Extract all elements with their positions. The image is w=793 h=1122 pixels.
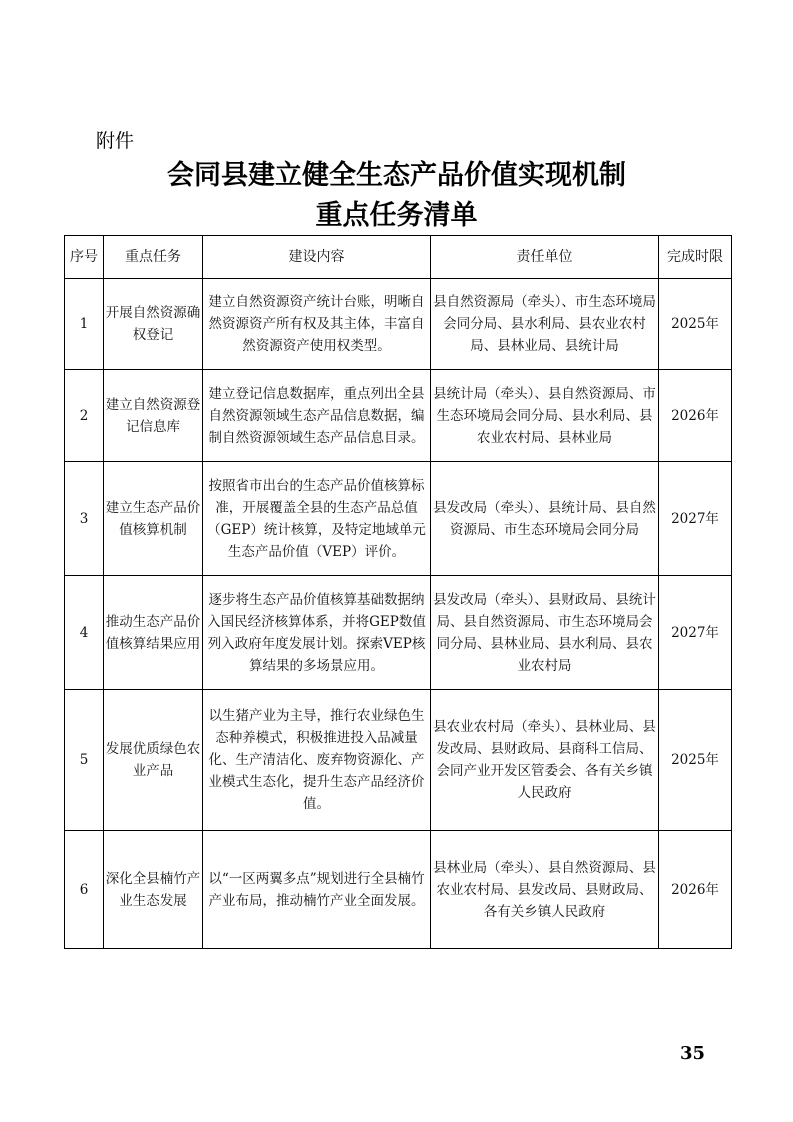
table-row xyxy=(65,370,732,462)
header-task: 重点任务 xyxy=(104,236,203,279)
document-title-line2: 重点任务清单 xyxy=(315,200,478,231)
page-number: 35 xyxy=(680,1043,706,1064)
cell-deadline: 2026年 xyxy=(659,831,732,949)
cell-deadline: 2027年 xyxy=(659,576,732,690)
cell-unit: 县农业农村局（牵头）、县林业局、县发改局、县财政局、县商科工信局、会同产业开发区管委会、各有关乡镇人民政府 xyxy=(431,690,659,831)
cell-task: 建立自然资源登记信息库 xyxy=(104,370,203,462)
table-header-row xyxy=(65,236,732,279)
cell-content: 逐步将生态产品价值核算基础数据纳入国民经济核算体系，并将GEP数值列入政府年度发展计划。探索VEP核算结果的多场景应用。 xyxy=(203,576,431,690)
cell-content: 按照省市出台的生态产品价值核算标准，开展覆盖全县的生态产品总值（GEP）统计核算，及特定地域单元生态产品价值（VEP）评价。 xyxy=(203,462,431,576)
cell-seq: 2 xyxy=(65,370,104,462)
cell-task: 发展优质绿色农业产品 xyxy=(104,690,203,831)
cell-seq: 1 xyxy=(65,279,104,370)
cell-task: 建立生态产品价值核算机制 xyxy=(104,462,203,576)
header-unit: 责任单位 xyxy=(431,236,659,279)
cell-seq: 3 xyxy=(65,462,104,576)
cell-unit: 县发改局（牵头）、县财政局、县统计局、县自然资源局、市生态环境局会同分局、县林业局、县水利局、县农业农村局 xyxy=(431,576,659,690)
header-seq: 序号 xyxy=(65,236,104,279)
document-title-line1: 会同县建立健全生态产品价值实现机制 xyxy=(167,160,626,191)
table-row xyxy=(65,831,732,949)
table-row xyxy=(65,279,732,370)
cell-content: 以“一区两翼多点”规划进行全县楠竹产业布局，推动楠竹产业全面发展。 xyxy=(203,831,431,949)
cell-content: 建立登记信息数据库，重点列出全县自然资源领域生态产品信息数据，编制自然资源领域生态产品信息目录。 xyxy=(203,370,431,462)
cell-task: 深化全县楠竹产业生态发展 xyxy=(104,831,203,949)
cell-deadline: 2025年 xyxy=(659,279,732,370)
cell-content: 以生猪产业为主导，推行农业绿色生态种养模式，积极推进投入品减量化、生产清洁化、废弃物资源化、产业模式生态化，提升生态产品经济价值。 xyxy=(203,690,431,831)
cell-deadline: 2025年 xyxy=(659,690,732,831)
cell-task: 开展自然资源确权登记 xyxy=(104,279,203,370)
cell-task: 推动生态产品价值核算结果应用 xyxy=(104,576,203,690)
cell-unit: 县自然资源局（牵头）、市生态环境局会同分局、县水利局、县农业农村局、县林业局、县统计局 xyxy=(431,279,659,370)
cell-unit: 县统计局（牵头）、县自然资源局、市生态环境局会同分局、县水利局、县农业农村局、县林业局 xyxy=(431,370,659,462)
cell-unit: 县林业局（牵头）、县自然资源局、县农业农村局、县发改局、县财政局、各有关乡镇人民政府 xyxy=(431,831,659,949)
cell-unit: 县发改局（牵头）、县统计局、县自然资源局、市生态环境局会同分局 xyxy=(431,462,659,576)
table-row xyxy=(65,690,732,831)
table-row xyxy=(65,576,732,690)
cell-deadline: 2027年 xyxy=(659,462,732,576)
cell-deadline: 2026年 xyxy=(659,370,732,462)
cell-seq: 6 xyxy=(65,831,104,949)
task-table xyxy=(64,235,732,949)
attachment-label: 附件 xyxy=(96,130,135,152)
cell-content: 建立自然资源资产统计台账，明晰自然资源资产所有权及其主体，丰富自然资源资产使用权类型。 xyxy=(203,279,431,370)
cell-seq: 5 xyxy=(65,690,104,831)
cell-seq: 4 xyxy=(65,576,104,690)
header-content: 建设内容 xyxy=(203,236,431,279)
header-deadline: 完成时限 xyxy=(659,236,732,279)
table-row xyxy=(65,462,732,576)
